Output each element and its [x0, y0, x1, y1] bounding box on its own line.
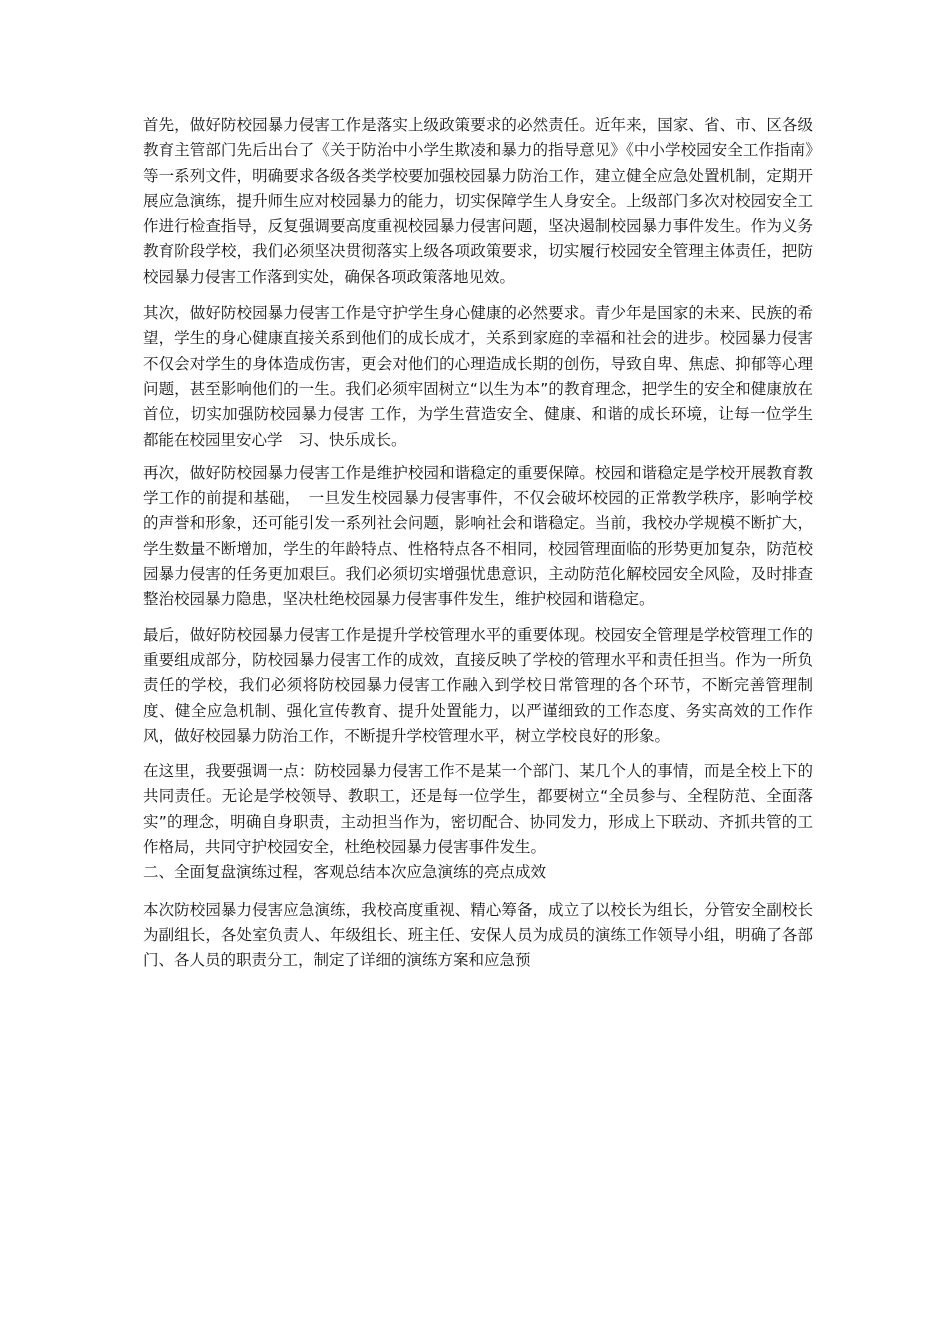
- paragraph-policy-responsibility: 首先，做好防校园暴力侵害工作是落实上级政策要求的必然责任。近年来，国家、省、市、区各级教育主管部门先后出台了《关于防治中小学生欺凌和暴力的指导意见》《中小学校园安全工作指南》等一系列文件，明确要求各级各类学校要加强校园暴力防治工作，建立健全应急处置机制，定期开展应急演练，提升师生应对校园暴力的能力，切实保障学生人身安全。上级部门多次对校园安全工作进行检查指导，反复强调要高度重视校园暴力侵害问题，坚决遏制校园暴力事件发生。作为义务教育阶段学校，我们必须坚决贯彻落实上级各项政策要求，切实履行校园安全管理主体责任，把防校园暴力侵害工作落到实处，确保各项政策落地见效。: [143, 116, 813, 286]
- paragraph-student-health: 其次，做好防校园暴力侵害工作是守护学生身心健康的必然要求。青少年是国家的未来、民族的希望，学生的身心健康直接关系到他们的成长成才，关系到家庭的幸福和社会的进步。校园暴力侵害不仅会对学生的身体造成伤害，更会对他们的心理造成长期的创伤，导致自卑、焦虑、抑郁等心理问题，甚至影响他们的一生。我们必须牢固树立“以生为本”的教育理念，把学生的安全和健康放在首位，切实加强防校园暴力侵害 工作，为学生营造安全、健康、和谐的成长环境，让每一位学生都能在校园里安心学 习、快乐成长。: [143, 304, 813, 449]
- paragraph-campus-stability: 再次，做好防校园暴力侵害工作是维护校园和谐稳定的重要保障。校园和谐稳定是学校开展教育教学工作的前提和基础， 一旦发生校园暴力侵害事件，不仅会破坏校园的正常教学秩序，影响学校的声誉和形象，还可能引发一系列社会问题，影响社会和谐稳定。当前，我校办学规模不断扩大，学生数量不断增加，学生的年龄特点、性格特点各不相同，校园管理面临的形势更加复杂，防范校园暴力侵害的任务更加艰巨。我们必须切实增强忧患意识，主动防范化解校园安全风险，及时排查整治校园暴力隐患，坚决杜绝校园暴力侵害事件发生，维护校园和谐稳定。: [143, 463, 813, 609]
- paragraph-management-level: 最后，做好防校园暴力侵害工作是提升学校管理水平的重要体现。校园安全管理是学校管理工作的重要组成部分，防校园暴力侵害工作的成效，直接反映了学校的管理水平和责任担当。作为一所负责任的学校，我们必须将防校园暴力侵害工作融入到学校日常管理的各个环节，不断完善管理制度、健全应急机制、强化宣传教育、提升处置能力，以严谨细致的工作态度、务实高效的工作作风，做好校园暴力防治工作，不断提升学校管理水平，树立学校良好的形象。: [143, 625, 813, 745]
- paragraph-shared-responsibility: 在这里，我要强调一点：防校园暴力侵害工作不是某一个部门、某几个人的事情，而是全校上下的共同责任。无论是学校领导、教职工，还是每一位学生，都要树立“全员参与、全程防范、全面落实”的理念，明确自身职责，主动担当作为，密切配合、协同发力，形成上下联动、齐抓共管的工作格局，共同守护校园安全，杜绝校园暴力侵害事件发生。: [143, 762, 813, 857]
- paragraph-drill-overview: 本次防校园暴力侵害应急演练，我校高度重视、精心筹备，成立了以校长为组长，分管安全副校长为副组长，各处室负责人、年级组长、班主任、安保人员为成员的演练工作领导小组，明确了各部门、各人员的职责分工，制定了详细的演练方案和应急预: [143, 900, 813, 970]
- section-heading: 二、全面复盘演练过程，客观总结本次应急演练的亮点成效: [143, 863, 547, 882]
- document-page: [143, 113, 813, 974]
